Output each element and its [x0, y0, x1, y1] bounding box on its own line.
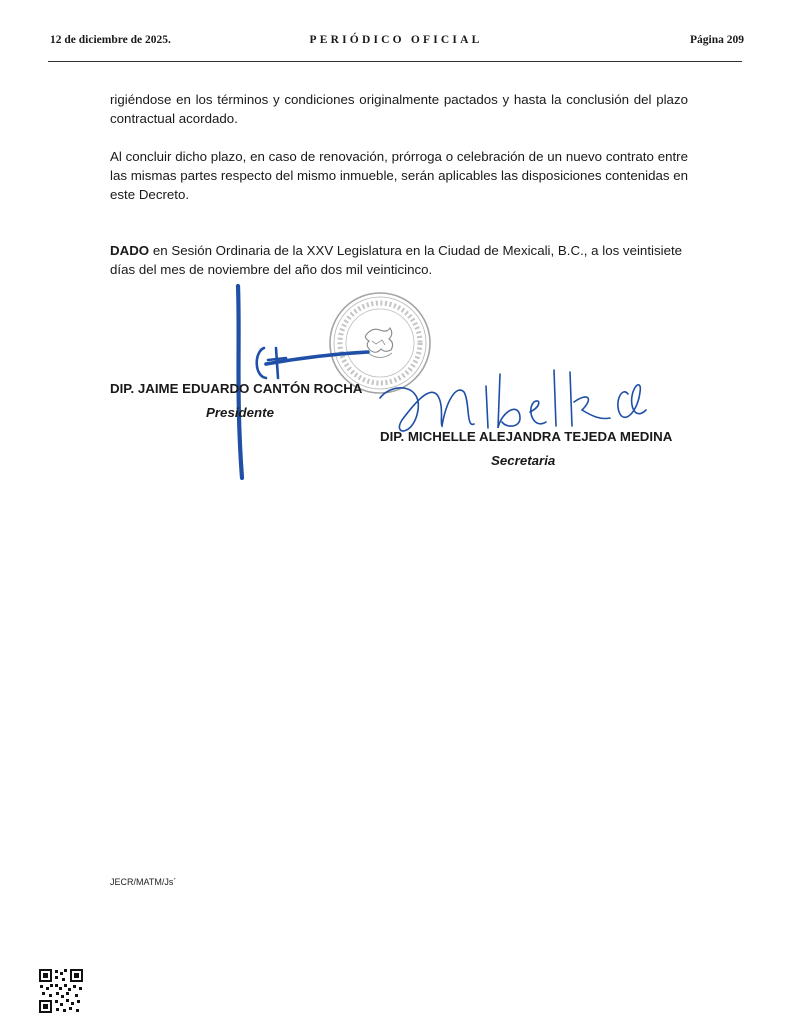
document-initials: JECR/MATM/Js´: [110, 877, 177, 887]
secretary-name: DIP. MICHELLE ALEJANDRA TEJEDA MEDINA: [380, 429, 673, 444]
paragraph-dado: [110, 241, 688, 279]
secretary-role: Secretaria: [491, 453, 556, 468]
page-header: [0, 0, 792, 64]
president-name: DIP. JAIME EDUARDO CANTÓN ROCHA: [110, 381, 363, 396]
paragraph-renewal: Al concluir dicho plazo, en caso de renovación, prórroga o celebración de un nuevo contrato entre las mismas partes respecto del mismo inmueble, serán aplicables las disposiciones contenidas en este Decreto.: [110, 149, 688, 202]
dado-lead: DADO: [110, 243, 150, 258]
dado-text: en Sesión Ordinaria de la XXV Legislatura en la Ciudad de Mexicali, B.C., a los veintisiete días del mes de noviembre del año dos mil veinticinco.: [110, 243, 683, 277]
president-role: Presidente: [206, 405, 274, 420]
header-date: 12 de diciembre de 2025.: [50, 34, 171, 46]
header-page-number: Página 209: [690, 34, 744, 46]
qr-code-icon[interactable]: [38, 968, 84, 1014]
header-title: PERIÓDICO OFICIAL: [309, 34, 483, 46]
header-divider: [48, 61, 742, 62]
paragraph-continuation: rigiéndose en los términos y condiciones originalmente pactados y hasta la conclusión del plazo contractual acordado.: [110, 92, 688, 126]
